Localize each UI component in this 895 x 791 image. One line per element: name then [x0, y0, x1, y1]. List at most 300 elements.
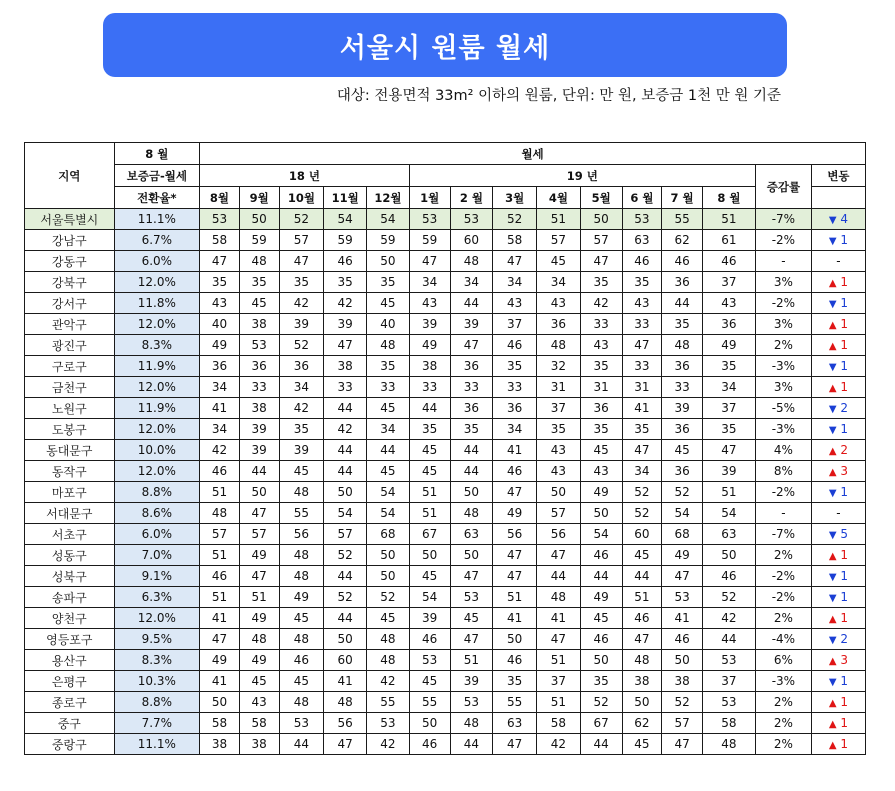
rent-value: 42	[324, 419, 367, 440]
header-month: 6 월	[622, 187, 662, 209]
rent-value: 38	[239, 734, 279, 755]
change-cell	[811, 251, 865, 272]
header-change: 변동	[811, 165, 865, 187]
rent-value: 53	[702, 650, 755, 671]
rent-value: 44	[580, 566, 622, 587]
rent-value: 48	[450, 251, 493, 272]
header-month: 3월	[493, 187, 537, 209]
rent-value: 45	[367, 608, 410, 629]
table-row	[25, 608, 866, 629]
district-name: 노원구	[25, 398, 115, 419]
header-rate-line2: 보증금-월세	[114, 165, 200, 187]
rent-value: 62	[662, 230, 703, 251]
district-name: 강서구	[25, 293, 115, 314]
table-row	[25, 356, 866, 377]
rent-value: 52	[622, 482, 662, 503]
rent-value: 41	[324, 671, 367, 692]
rent-value: 47	[662, 734, 703, 755]
change-value: 1	[840, 317, 849, 331]
rent-value: 49	[662, 545, 703, 566]
rent-value: 44	[324, 461, 367, 482]
rent-value: 44	[324, 440, 367, 461]
rent-value: 44	[537, 566, 581, 587]
change-rate: -2%	[755, 293, 811, 314]
change-rate: -2%	[755, 566, 811, 587]
rent-value: 35	[622, 272, 662, 293]
header-month: 12월	[367, 187, 410, 209]
rent-value: 47	[493, 566, 537, 587]
rent-value: 51	[409, 503, 450, 524]
change-value: 1	[840, 359, 849, 373]
district-name: 성북구	[25, 566, 115, 587]
rent-value: 53	[279, 713, 324, 734]
rent-value: 34	[493, 419, 537, 440]
district-name: 강북구	[25, 272, 115, 293]
conversion-rate: 9.5%	[114, 629, 200, 650]
triangle-down-icon: ▼	[828, 215, 837, 226]
rent-value: 41	[493, 440, 537, 461]
rent-value: 54	[367, 209, 410, 230]
rent-value: 57	[279, 230, 324, 251]
rent-value: 39	[279, 314, 324, 335]
rent-value: 50	[200, 692, 240, 713]
table-row	[25, 503, 866, 524]
change-value: 1	[840, 569, 849, 583]
rent-value: 35	[409, 419, 450, 440]
rent-value: 35	[580, 356, 622, 377]
change-cell	[811, 608, 865, 629]
rent-value: 51	[409, 482, 450, 503]
rent-value: 47	[493, 251, 537, 272]
header-district: 지역	[25, 143, 115, 209]
rent-value: 50	[367, 545, 410, 566]
triangle-down-icon: ▼	[828, 404, 837, 415]
rent-value: 45	[239, 671, 279, 692]
rent-value: 53	[622, 209, 662, 230]
rent-value: 46	[622, 608, 662, 629]
rent-value: 67	[409, 524, 450, 545]
rent-value: 50	[580, 650, 622, 671]
rent-value: 45	[279, 671, 324, 692]
rent-value: 46	[324, 251, 367, 272]
conversion-rate: 8.6%	[114, 503, 200, 524]
rent-value: 48	[279, 566, 324, 587]
rent-value: 50	[580, 503, 622, 524]
rent-value: 42	[324, 293, 367, 314]
rent-value: 43	[537, 293, 581, 314]
triangle-down-icon: ▼	[828, 425, 837, 436]
change-value: 1	[840, 233, 849, 247]
rent-value: 57	[200, 524, 240, 545]
rent-value: 59	[239, 230, 279, 251]
table-row	[25, 734, 866, 755]
rent-value: 45	[409, 461, 450, 482]
rent-value: 45	[409, 566, 450, 587]
rent-value: 37	[537, 671, 581, 692]
rent-value: 36	[279, 356, 324, 377]
rent-value: 48	[367, 650, 410, 671]
rent-value: 35	[580, 272, 622, 293]
rent-value: 60	[622, 524, 662, 545]
rent-value: 31	[580, 377, 622, 398]
table-row	[25, 419, 866, 440]
change-value: 1	[840, 275, 849, 289]
rent-value: 35	[324, 272, 367, 293]
rent-value: 36	[493, 398, 537, 419]
rent-value: 35	[279, 272, 324, 293]
rent-value: 46	[662, 629, 703, 650]
rent-value: 59	[324, 230, 367, 251]
rent-value: 53	[409, 209, 450, 230]
rent-value: 35	[493, 356, 537, 377]
rent-value: 56	[324, 713, 367, 734]
triangle-up-icon: ▲	[828, 656, 837, 667]
table-row	[25, 440, 866, 461]
triangle-down-icon: ▼	[828, 635, 837, 646]
rent-value: 38	[239, 314, 279, 335]
table-row	[25, 629, 866, 650]
change-cell	[811, 671, 865, 692]
change-value: 1	[840, 716, 849, 730]
triangle-down-icon: ▼	[828, 488, 837, 499]
rent-value: 54	[702, 503, 755, 524]
rent-value: 42	[279, 293, 324, 314]
rent-value: 52	[367, 587, 410, 608]
rent-value: 57	[662, 713, 703, 734]
rent-value: 46	[662, 251, 703, 272]
change-value: 1	[840, 485, 849, 499]
change-cell	[811, 524, 865, 545]
triangle-up-icon: ▲	[828, 719, 837, 730]
rent-value: 35	[200, 272, 240, 293]
rent-value: 34	[279, 377, 324, 398]
district-name: 광진구	[25, 335, 115, 356]
rent-value: 33	[324, 377, 367, 398]
triangle-down-icon: ▼	[828, 530, 837, 541]
rent-value: 44	[702, 629, 755, 650]
change-cell	[811, 650, 865, 671]
change-rate: -3%	[755, 671, 811, 692]
rent-value: 43	[200, 293, 240, 314]
rent-value: 54	[367, 503, 410, 524]
district-name: 성동구	[25, 545, 115, 566]
rent-value: 55	[409, 692, 450, 713]
triangle-down-icon: ▼	[828, 593, 837, 604]
table-row	[25, 587, 866, 608]
rent-value: 63	[493, 713, 537, 734]
district-name: 동작구	[25, 461, 115, 482]
rent-value: 36	[450, 398, 493, 419]
change-rate: 6%	[755, 650, 811, 671]
change-cell	[811, 734, 865, 755]
rent-value: 50	[493, 629, 537, 650]
rent-value: 50	[702, 545, 755, 566]
change-rate: 3%	[755, 272, 811, 293]
district-name: 영등포구	[25, 629, 115, 650]
rent-value: 47	[622, 335, 662, 356]
rent-value: 58	[200, 713, 240, 734]
rent-value: 41	[200, 398, 240, 419]
change-cell	[811, 692, 865, 713]
rent-value: 55	[367, 692, 410, 713]
change-rate: 2%	[755, 335, 811, 356]
rent-value: 48	[662, 335, 703, 356]
table-row	[25, 314, 866, 335]
rent-value: 48	[279, 482, 324, 503]
rent-value: 34	[493, 272, 537, 293]
conversion-rate: 6.0%	[114, 524, 200, 545]
rent-value: 38	[200, 734, 240, 755]
rent-value: 36	[662, 419, 703, 440]
district-name: 도봉구	[25, 419, 115, 440]
rent-value: 38	[409, 356, 450, 377]
rent-value: 46	[409, 734, 450, 755]
rent-value: 54	[367, 482, 410, 503]
rent-value: 46	[702, 566, 755, 587]
rent-value: 53	[367, 713, 410, 734]
header-rate-line1: 8 월	[114, 143, 200, 165]
rent-value: 44	[450, 293, 493, 314]
conversion-rate: 12.0%	[114, 272, 200, 293]
rent-value: 34	[200, 377, 240, 398]
rent-value: 67	[580, 713, 622, 734]
conversion-rate: 12.0%	[114, 608, 200, 629]
district-name: 서대문구	[25, 503, 115, 524]
rent-value: 40	[200, 314, 240, 335]
rent-value: 55	[493, 692, 537, 713]
change-cell	[811, 230, 865, 251]
rent-value: 33	[367, 377, 410, 398]
subtitle: 대상: 전용면적 33m² 이하의 원룸, 단위: 만 원, 보증금 1천 만 원 기준	[336, 88, 781, 104]
rent-value: 57	[324, 524, 367, 545]
rent-value: 47	[493, 482, 537, 503]
header-rent: 월세	[200, 143, 866, 165]
district-name: 동대문구	[25, 440, 115, 461]
rent-value: 34	[367, 419, 410, 440]
rent-value: 35	[622, 419, 662, 440]
rent-value: 49	[239, 545, 279, 566]
rent-value: 36	[662, 272, 703, 293]
rent-value: 52	[279, 209, 324, 230]
change-cell	[811, 272, 865, 293]
rent-value: 50	[239, 209, 279, 230]
district-name: 강남구	[25, 230, 115, 251]
rent-value: 44	[324, 566, 367, 587]
conversion-rate: 11.9%	[114, 356, 200, 377]
change-cell	[811, 209, 865, 230]
rent-value: 42	[279, 398, 324, 419]
rent-value: 57	[537, 503, 581, 524]
rent-value: 38	[239, 398, 279, 419]
rent-value: 51	[622, 587, 662, 608]
district-name: 관악구	[25, 314, 115, 335]
header-change-empty	[811, 187, 865, 209]
rent-value: 49	[409, 335, 450, 356]
rent-value: 33	[239, 377, 279, 398]
triangle-up-icon: ▲	[828, 551, 837, 562]
triangle-down-icon: ▼	[828, 572, 837, 583]
change-cell	[811, 629, 865, 650]
rent-value: 53	[450, 692, 493, 713]
conversion-rate: 8.3%	[114, 650, 200, 671]
district-name: 송파구	[25, 587, 115, 608]
change-rate: -	[755, 251, 811, 272]
change-value: 3	[840, 464, 849, 478]
rent-value: 36	[239, 356, 279, 377]
rent-value: 50	[409, 545, 450, 566]
header-month: 1월	[409, 187, 450, 209]
rent-value: 47	[324, 734, 367, 755]
rent-value: 49	[279, 587, 324, 608]
change-value: 1	[840, 380, 849, 394]
change-cell	[811, 461, 865, 482]
rent-value: 46	[493, 461, 537, 482]
change-rate: -4%	[755, 629, 811, 650]
triangle-up-icon: ▲	[828, 446, 837, 457]
table-row	[25, 713, 866, 734]
change-value: 1	[840, 590, 849, 604]
rent-value: 34	[200, 419, 240, 440]
rent-value: 35	[662, 314, 703, 335]
change-cell	[811, 482, 865, 503]
rent-value: 34	[622, 461, 662, 482]
change-rate: -5%	[755, 398, 811, 419]
rent-value: 45	[580, 608, 622, 629]
rent-value: 33	[580, 314, 622, 335]
rent-value: 37	[702, 398, 755, 419]
rent-value: 50	[580, 209, 622, 230]
table-row	[25, 335, 866, 356]
rent-value: 36	[662, 461, 703, 482]
rent-value: 34	[702, 377, 755, 398]
table-row	[25, 398, 866, 419]
rent-value: 33	[450, 377, 493, 398]
rent-value: 33	[662, 377, 703, 398]
rent-value: 36	[450, 356, 493, 377]
rent-value: 37	[493, 314, 537, 335]
page-title: 서울시 원룸 월세	[103, 13, 787, 77]
rent-value: 52	[493, 209, 537, 230]
triangle-up-icon: ▲	[828, 740, 837, 751]
rent-value: 45	[409, 440, 450, 461]
district-name: 중랑구	[25, 734, 115, 755]
rent-value: 46	[493, 335, 537, 356]
rent-value: 68	[367, 524, 410, 545]
rent-value: 44	[450, 734, 493, 755]
triangle-down-icon: ▼	[828, 299, 837, 310]
triangle-up-icon: ▲	[828, 278, 837, 289]
rent-value: 39	[239, 419, 279, 440]
rent-value: 49	[200, 335, 240, 356]
rent-value: 35	[493, 671, 537, 692]
rent-value: 48	[367, 335, 410, 356]
rent-value: 45	[239, 293, 279, 314]
table-row	[25, 293, 866, 314]
rent-value: 56	[493, 524, 537, 545]
change-cell	[811, 377, 865, 398]
rent-value: 39	[239, 440, 279, 461]
header-month: 10월	[279, 187, 324, 209]
header-change-rate: 증감률	[755, 165, 811, 209]
rent-value: 50	[450, 482, 493, 503]
rent-value: 44	[662, 293, 703, 314]
rent-value: 47	[622, 629, 662, 650]
rent-value: 48	[537, 587, 581, 608]
change-value: 5	[840, 527, 849, 541]
rent-value: 41	[200, 671, 240, 692]
rent-value: 46	[580, 545, 622, 566]
rent-value: 48	[450, 503, 493, 524]
rent-value: 53	[200, 209, 240, 230]
rent-value: 41	[662, 608, 703, 629]
rent-value: 45	[622, 734, 662, 755]
rent-value: 48	[702, 734, 755, 755]
change-value: 1	[840, 296, 849, 310]
rent-value: 39	[450, 671, 493, 692]
rent-value: 50	[662, 650, 703, 671]
conversion-rate: 9.1%	[114, 566, 200, 587]
rent-value: 62	[622, 713, 662, 734]
rent-value: 50	[622, 692, 662, 713]
rent-value: 43	[622, 293, 662, 314]
change-cell	[811, 503, 865, 524]
triangle-down-icon: ▼	[828, 236, 837, 247]
rent-value: 51	[537, 209, 581, 230]
rent-value: 56	[537, 524, 581, 545]
rent-value: 52	[622, 503, 662, 524]
rent-value: 49	[580, 587, 622, 608]
rent-value: 47	[537, 629, 581, 650]
rent-value: 43	[580, 335, 622, 356]
header-month: 2 월	[450, 187, 493, 209]
rent-value: 47	[622, 440, 662, 461]
table-row	[25, 482, 866, 503]
conversion-rate: 11.1%	[114, 209, 200, 230]
rent-value: 43	[702, 293, 755, 314]
rent-value: 46	[279, 650, 324, 671]
change-rate: -2%	[755, 587, 811, 608]
rent-value: 36	[537, 314, 581, 335]
table-row	[25, 461, 866, 482]
change-value: 2	[840, 632, 849, 646]
change-value: -	[836, 254, 841, 268]
rent-value: 56	[279, 524, 324, 545]
change-rate: 4%	[755, 440, 811, 461]
rent-value: 37	[702, 671, 755, 692]
rent-value: 47	[493, 545, 537, 566]
rent-value: 42	[702, 608, 755, 629]
rent-value: 54	[409, 587, 450, 608]
rent-value: 49	[493, 503, 537, 524]
rent-value: 51	[702, 482, 755, 503]
rent-value: 57	[239, 524, 279, 545]
rent-value: 43	[239, 692, 279, 713]
change-rate: -2%	[755, 230, 811, 251]
district-name: 중구	[25, 713, 115, 734]
change-value: 1	[840, 548, 849, 562]
change-cell	[811, 587, 865, 608]
rent-value: 48	[239, 251, 279, 272]
conversion-rate: 7.0%	[114, 545, 200, 566]
triangle-down-icon: ▼	[828, 677, 837, 688]
rent-value: 49	[702, 335, 755, 356]
rent-value: 52	[662, 692, 703, 713]
change-value: 1	[840, 695, 849, 709]
conversion-rate: 12.0%	[114, 314, 200, 335]
rent-value: 48	[279, 692, 324, 713]
rent-value: 35	[702, 419, 755, 440]
rent-value: 34	[409, 272, 450, 293]
